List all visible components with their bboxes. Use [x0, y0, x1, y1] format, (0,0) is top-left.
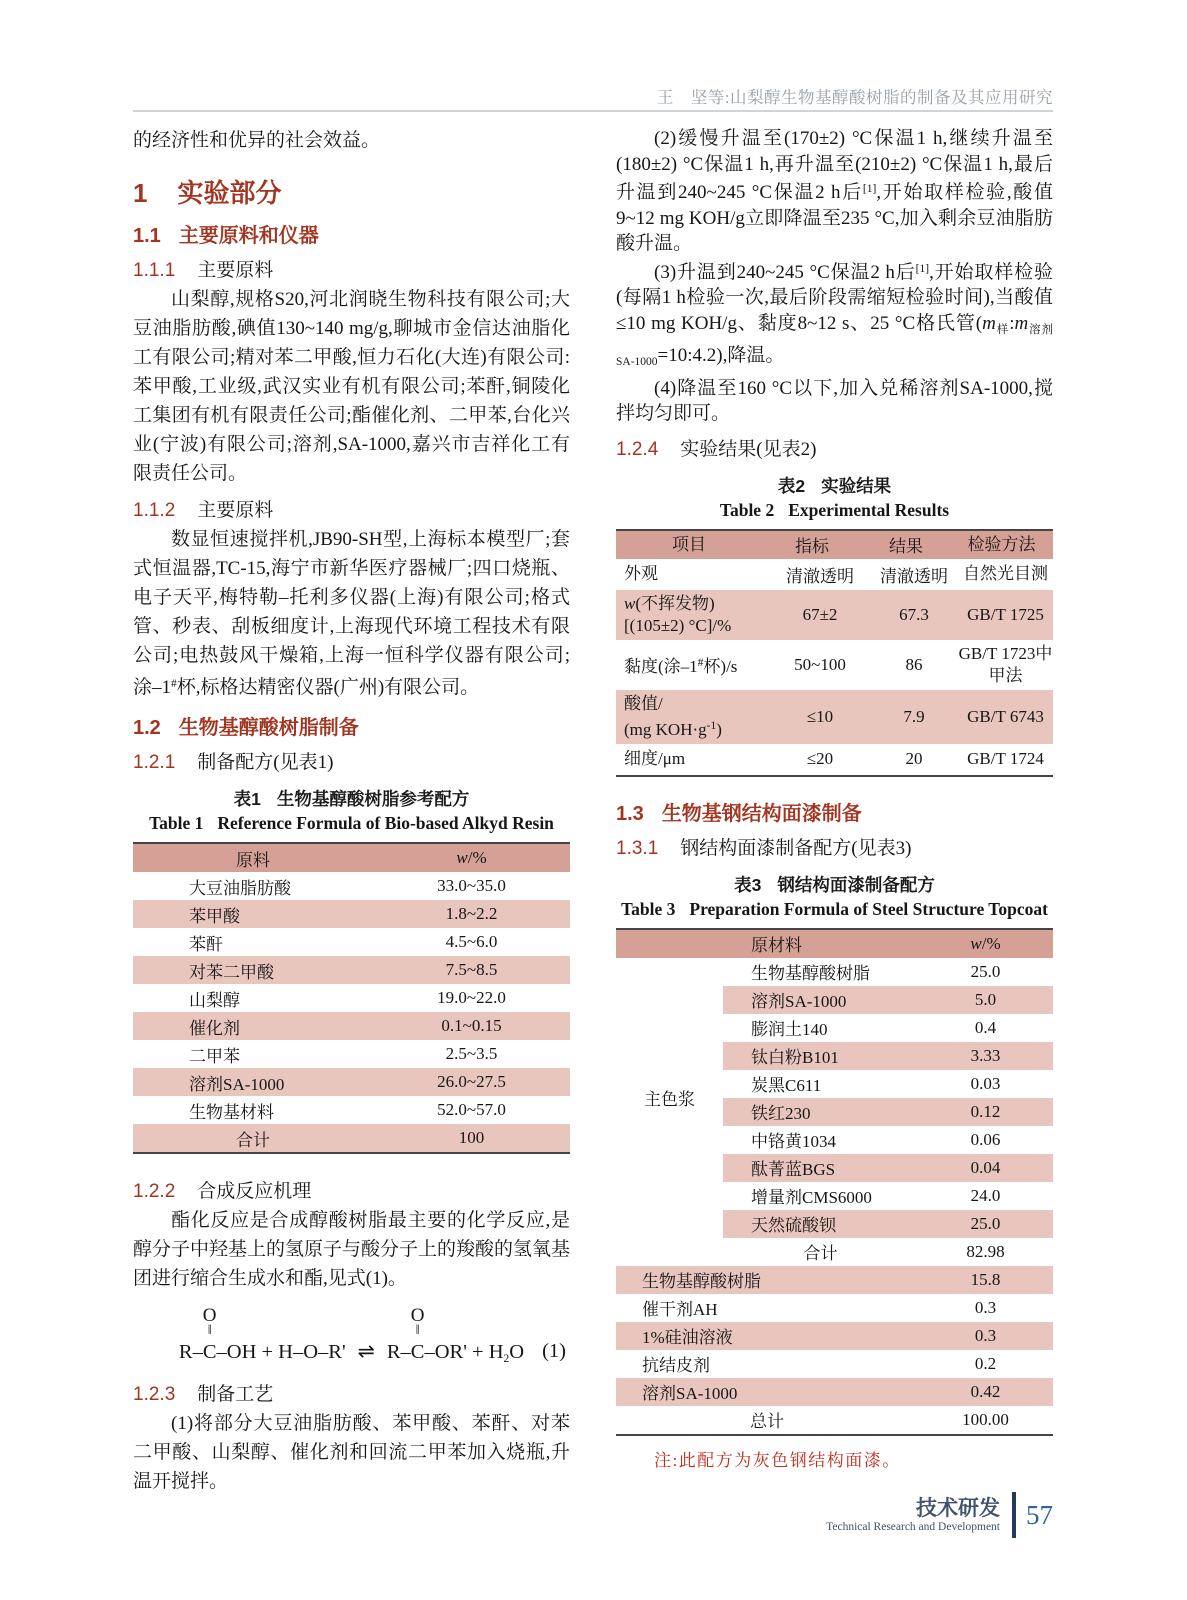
equilibrium-arrow: ⇌	[357, 1339, 375, 1363]
caption-number: Table 1	[149, 813, 204, 833]
running-title: 王 坚等:山梨醇生物基醇酸树脂的制备及其应用研究	[656, 88, 1053, 107]
caption-text: 实验结果	[821, 475, 892, 496]
section-title: 主要原料和仪器	[178, 225, 319, 247]
subtotal-value: 82.98	[966, 1241, 1005, 1261]
paragraph-mechanism: 酯化反应是合成醇酸树脂最主要的化学反应,是醇分子中羟基上的氢原子与酸分子上的羧酸的氢氧基团进行缩合生成水和酯,见式(1)。	[133, 1210, 571, 1289]
section-number: 1.2.2	[133, 1181, 176, 1202]
cell-value: 0.42	[970, 1381, 1001, 1401]
paragraph-step4: (4)降温至160 °C以下,加入兑稀溶剂SA-1000,搅拌均匀即可。	[616, 377, 1053, 424]
table-row	[723, 1070, 1053, 1098]
cell-method: GB/T 1725	[967, 604, 1044, 624]
table-row	[723, 986, 1053, 1014]
cell-item	[616, 649, 770, 681]
cell-value: 1.8~2.2	[445, 904, 498, 923]
oxygen-atom: O	[410, 1305, 425, 1326]
section-title: 生物基钢结构面漆制备	[661, 802, 862, 825]
total-label: 合计	[236, 1130, 270, 1150]
section-number: 1.2	[133, 717, 161, 739]
item-line: [(105±2) °C]/%	[624, 615, 732, 635]
section-heading-1-1-1	[133, 255, 570, 282]
superscript: #	[697, 656, 704, 669]
section-number: 1.3.1	[616, 837, 659, 859]
footer-section-cn: 技术研发	[916, 1496, 1000, 1520]
caption-text: Experimental Results	[788, 499, 950, 520]
column-header: 指标	[795, 537, 829, 556]
table-row	[616, 590, 1053, 640]
cell-material: 对苯二甲酸	[189, 962, 274, 982]
item-line: 酸值/	[624, 693, 663, 713]
cell-material: 增量剂CMS6000	[751, 1188, 872, 1207]
cell-method: GB/T 1724	[967, 749, 1044, 768]
page-footer	[616, 1492, 1053, 1538]
paragraph-intro-tail: 的经济性和优异的社会效益。	[133, 130, 381, 151]
caption-text: 钢结构面漆制备配方	[777, 874, 935, 895]
subscript: 溶剂SA-1000	[616, 323, 1054, 368]
cell-material: 钛白粉B101	[751, 1048, 839, 1067]
page-number: 57	[1026, 1499, 1053, 1530]
eq-right-pre: R–	[386, 1341, 411, 1363]
cell-material: 生物基醇酸树脂	[751, 964, 870, 983]
unit-label: /%	[467, 848, 487, 867]
cell-target: 50~100	[794, 654, 846, 674]
caption-number: Table 2	[719, 499, 775, 520]
text-run: 数显恒速搅拌机,JB90-SH型,上海标本模型厂;套式恒温器,TC-15,海宁市新华医疗器械厂;四口烧瓶、电子天平,梅特勒–托利多仪器(上海)有限公司;格式管、秒表、刮板细度计,上海现代环境工程技术有限公司;电热鼓风干燥箱,上海一恒科学仪器有限公司;涂–1	[133, 529, 570, 698]
section-number: 1.2.1	[133, 752, 176, 773]
text-run: (mg KOH·g	[624, 719, 707, 739]
chemical-equation-1	[133, 1303, 570, 1365]
section-title: 主要原料	[197, 260, 274, 281]
table-row	[723, 1042, 1053, 1070]
cell-result: 清澈透明	[880, 566, 948, 586]
table-row	[616, 1322, 1053, 1350]
eq-right-post: –OR' + H	[424, 1341, 504, 1363]
cell-value: 0.03	[970, 1073, 1001, 1093]
column-header	[373, 848, 570, 868]
double-bond: ‖	[415, 1323, 420, 1338]
table-1-caption-cn	[133, 786, 570, 811]
variable-w: w	[456, 848, 468, 867]
column-header: 结果	[889, 537, 923, 556]
equation-number: (1)	[542, 1340, 566, 1362]
column-header	[918, 934, 1053, 954]
cell-material: 酞菁蓝BGS	[751, 1160, 836, 1179]
table-3-tail-body	[616, 1266, 1053, 1406]
text-run: )	[716, 719, 722, 739]
caption-number: 表1	[233, 789, 261, 809]
cell-material: 催干剂AH	[642, 1300, 718, 1319]
column-header: 项目	[672, 534, 706, 554]
cell-value: 19.0~22.0	[437, 988, 506, 1007]
cell-material: 苯酐	[189, 934, 223, 954]
cell-result: 20	[905, 749, 923, 768]
item-line	[624, 594, 715, 613]
table-row	[133, 1012, 570, 1040]
table-row	[616, 1350, 1053, 1378]
variable-m: m	[982, 312, 996, 334]
table-row	[133, 900, 570, 928]
footer-divider	[1012, 1492, 1016, 1538]
cell-item	[616, 590, 770, 640]
total-value: 100	[458, 1128, 485, 1147]
variable-m: m	[1014, 312, 1029, 334]
table-3-header-row	[616, 930, 1053, 958]
table-row	[133, 1096, 570, 1124]
text-run: (不挥发物)	[635, 593, 715, 613]
table-row	[616, 1266, 1053, 1294]
section-title: 主要原料	[197, 500, 274, 521]
cell-value: 25.0	[970, 961, 1001, 981]
paragraph-step1: (1)将部分大豆油脂肪酸、苯甲酸、苯酐、对苯二甲酸、山梨醇、催化剂和回流二甲苯加入烧瓶,升温开搅拌。	[133, 1413, 570, 1492]
cell-result: 67.3	[899, 604, 929, 624]
variable-w: w	[970, 933, 982, 953]
text-run: :	[1009, 312, 1015, 334]
table-3-subtotal-row	[616, 1238, 1053, 1266]
cell-value: 0.3	[974, 1325, 997, 1345]
caption-text: 生物基醇酸树脂参考配方	[276, 789, 470, 809]
cell-value: 7.5~8.5	[445, 960, 498, 979]
cell-result: 7.9	[903, 706, 925, 726]
cell-value: 26.0~27.5	[437, 1072, 506, 1091]
cell-method: GB/T 6743	[967, 706, 1044, 726]
superscript: #	[171, 678, 177, 690]
footer-section-en: Technical Research and Development	[826, 1520, 1000, 1533]
cell-material: 抗结皮剂	[642, 1356, 710, 1375]
table-3-total-row	[616, 1406, 1053, 1434]
text-run: 杯)/s	[703, 656, 738, 676]
cell-value: 0.04	[970, 1157, 1001, 1177]
cell-value: 0.2	[974, 1353, 997, 1373]
cell-material: 催化剂	[189, 1018, 240, 1038]
table-3-note: 注:此配方为灰色钢结构面漆。	[654, 1450, 901, 1470]
text-run: (3)升温到240~245 °C保温2 h后	[654, 261, 916, 283]
cell-material: 溶剂SA-1000	[642, 1384, 738, 1403]
table-row	[133, 1040, 570, 1068]
cell-value: 0.4	[974, 1017, 997, 1037]
footer-section	[826, 1497, 1000, 1534]
table-row	[616, 1294, 1053, 1322]
cell-material: 生物基材料	[189, 1102, 274, 1122]
section-number: 1.1.1	[133, 260, 176, 281]
section-title: 制备工艺	[197, 1384, 274, 1405]
column-header: 原料	[236, 850, 270, 870]
table-row	[133, 984, 570, 1012]
table-row	[723, 1182, 1053, 1210]
table-row	[616, 559, 1053, 590]
left-column	[133, 126, 570, 1496]
text-run: ,开始取样检验(每隔1 h检验一次,最后阶段需缩短检验时间),当酸值≤10 mg KOH/g、黏度8~12 s、25 °C格氏管(	[616, 261, 1053, 334]
subscript: 2	[503, 1353, 510, 1365]
section-number: 1.1.2	[133, 500, 176, 521]
cell-target: ≤10	[806, 706, 834, 726]
table-row	[133, 928, 570, 956]
table-3-caption-cn	[616, 872, 1053, 897]
cell-result: 86	[905, 654, 923, 674]
cell-material: 溶剂SA-1000	[189, 1074, 285, 1094]
paragraph-materials: 山梨醇,规格S20,河北润晓生物科技有限公司;大豆油脂肪酸,碘值130~140 mg/g,聊城市金信达油脂化工有限公司;精对苯二甲酸,恒力石化(大连)有限公司:苯甲酸,工业级,武汉实业有机有限公司;苯酐,铜陵化工集团有机有限责任公司;酯催化剂、二甲苯,台化兴业(宁波)有限公司;溶剂,SA-1000,嘉兴市吉祥化工有限责任公司。	[133, 289, 570, 484]
table-row	[723, 1014, 1053, 1042]
eq-left-pre: R–	[178, 1341, 203, 1363]
cell-material: 二甲苯	[189, 1046, 240, 1066]
cell-material: 苯甲酸	[189, 906, 240, 926]
cell-material: 1%硅油溶液	[642, 1328, 733, 1347]
carbon-atom: C	[410, 1341, 425, 1363]
text-run: ,开始取样检验,酸值9~12 mg KOH/g立即降温至235 °C,加入剩余豆油脂肪酸升温。	[616, 182, 1053, 254]
cell-material: 铁红230	[751, 1104, 811, 1123]
header-rule	[133, 110, 1053, 112]
table-2	[616, 529, 1053, 777]
subtotal-label: 合计	[803, 1244, 838, 1263]
section-heading-1-2-4	[616, 434, 1053, 461]
carbonyl-group	[410, 1305, 425, 1364]
paragraph-step2	[616, 126, 1053, 257]
cell-value: 0.06	[970, 1129, 1001, 1149]
cell-value: 5.0	[974, 989, 997, 1009]
section-heading-1-2-2	[133, 1176, 570, 1203]
text-run: 杯,标格达精密仪器(广州)有限公司。	[176, 677, 480, 698]
table-3-group-body	[723, 958, 1053, 1238]
section-number: 1	[133, 178, 148, 208]
table-3	[616, 928, 1053, 1436]
unit-label: /%	[981, 933, 1001, 953]
section-number: 1.2.4	[616, 438, 659, 460]
variable-w: w	[624, 593, 636, 613]
carbon-atom: C	[202, 1341, 217, 1363]
section-number: 1.1	[133, 225, 161, 247]
text-run: 黏度(涂–1	[624, 656, 698, 676]
caption-number: 表3	[734, 874, 762, 895]
cell-value: 25.0	[970, 1213, 1001, 1233]
cell-value: 0.3	[974, 1297, 997, 1317]
cell-material: 炭黑C611	[751, 1076, 822, 1095]
cell-material: 大豆油脂肪酸	[189, 878, 291, 898]
cell-target: 67±2	[802, 604, 838, 624]
section-title: 实验结果(见表2)	[680, 438, 817, 460]
cell-value: 4.5~6.0	[445, 932, 498, 951]
table-1	[133, 842, 570, 1154]
table-2-caption-cn	[616, 473, 1053, 498]
table-2-caption-en	[616, 500, 1053, 521]
table-1-caption-en	[133, 813, 570, 834]
text-run: (2)缓慢升温至(170±2) °C保温1 h,继续升温至(180±2) °C保温1 h,再升温至(210±2) °C保温1 h,最后升温到240~245 °C保温2 h后	[616, 128, 1053, 203]
table-2-header-row	[616, 531, 1053, 559]
section-heading-1-2	[133, 711, 570, 740]
cell-item: 外观	[624, 564, 658, 583]
table-3-main-paste-group	[616, 958, 1053, 1238]
column-header: 检验方法	[967, 534, 1036, 554]
oxygen-atom: O	[202, 1305, 217, 1326]
section-heading-1-2-1	[133, 747, 570, 774]
section-heading-1	[133, 173, 570, 210]
subscript: 样	[995, 323, 1010, 336]
table-row	[723, 1098, 1053, 1126]
paragraph-step3	[616, 257, 1053, 376]
cell-value: 0.1~0.15	[441, 1016, 502, 1035]
column-header: 原材料	[751, 936, 802, 955]
section-number: 1.2.3	[133, 1384, 176, 1405]
table-1-body	[133, 872, 570, 1124]
section-title: 钢结构面漆制备配方(见表3)	[680, 837, 912, 859]
total-value: 100.00	[962, 1409, 1009, 1429]
text-run: =10:4.2),降温。	[657, 345, 785, 366]
carbonyl-group	[202, 1305, 217, 1364]
cell-value: 52.0~57.0	[437, 1100, 506, 1119]
citation-ref: [1]	[915, 262, 930, 275]
caption-text: Reference Formula of Bio-based Alkyd Resin	[217, 813, 554, 833]
section-title: 生物基醇酸树脂制备	[178, 717, 359, 739]
section-heading-1-2-3	[133, 1379, 570, 1406]
table-row	[723, 1210, 1053, 1238]
table-1-total-row	[133, 1124, 570, 1152]
paragraph-instruments	[133, 525, 570, 702]
section-heading-1-3	[616, 797, 1053, 826]
item-line	[624, 720, 722, 739]
caption-number: 表2	[777, 475, 806, 496]
caption-number: Table 3	[621, 898, 676, 919]
eq-left-post: –OH + H–O–R'	[216, 1341, 346, 1363]
table-row	[133, 872, 570, 900]
cell-material: 膨润土140	[751, 1020, 828, 1039]
cell-material: 溶剂SA-1000	[751, 992, 847, 1011]
group-label: 主色浆	[644, 1090, 695, 1109]
total-label: 总计	[750, 1412, 784, 1431]
table-3-caption-en	[616, 899, 1053, 920]
table-row	[616, 744, 1053, 775]
cell-item: 细度/μm	[624, 749, 686, 768]
right-column	[616, 126, 1053, 1471]
table-row	[133, 1068, 570, 1096]
caption-text: Preparation Formula of Steel Structure Topcoat	[689, 898, 1048, 919]
table-row	[723, 958, 1053, 986]
method-line: GB/T 1723中	[958, 643, 1053, 663]
cell-value: 3.33	[970, 1045, 1001, 1065]
table-row	[723, 1154, 1053, 1182]
table-row	[723, 1126, 1053, 1154]
citation-ref: [1]	[862, 183, 877, 195]
cell-item	[616, 690, 770, 744]
cell-material: 中铬黄1034	[751, 1132, 836, 1151]
superscript: -1	[706, 719, 717, 732]
section-number: 1.3	[616, 802, 644, 825]
cell-value: 0.12	[970, 1101, 1001, 1121]
cell-material: 生物基醇酸树脂	[642, 1272, 761, 1291]
method-line: 甲法	[988, 665, 1023, 685]
cell-method: 自然光目测	[963, 564, 1048, 583]
section-title: 合成反应机理	[197, 1181, 312, 1202]
section-title: 制备配方(见表1)	[197, 752, 334, 773]
table-row	[133, 956, 570, 984]
section-heading-1-1-2	[133, 495, 570, 522]
cell-value: 33.0~35.0	[437, 876, 506, 895]
cell-material: 山梨醇	[189, 990, 240, 1010]
cell-material: 天然硫酸钡	[751, 1216, 836, 1235]
section-heading-1-1	[133, 219, 570, 248]
table-row	[616, 1378, 1053, 1406]
cell-value: 24.0	[970, 1185, 1001, 1205]
cell-target: 清澈透明	[786, 566, 854, 586]
section-heading-1-3-1	[616, 833, 1053, 860]
cell-value: 15.8	[970, 1269, 1001, 1289]
eq-right-tail: O	[509, 1341, 525, 1363]
double-bond: ‖	[207, 1323, 212, 1338]
cell-value: 2.5~3.5	[445, 1044, 498, 1063]
table-row	[616, 690, 1053, 744]
table-1-header-row	[133, 844, 570, 872]
cell-method	[958, 640, 1053, 690]
cell-target: ≤20	[806, 749, 834, 768]
section-title: 实验部分	[177, 178, 282, 208]
table-row	[616, 640, 1053, 690]
